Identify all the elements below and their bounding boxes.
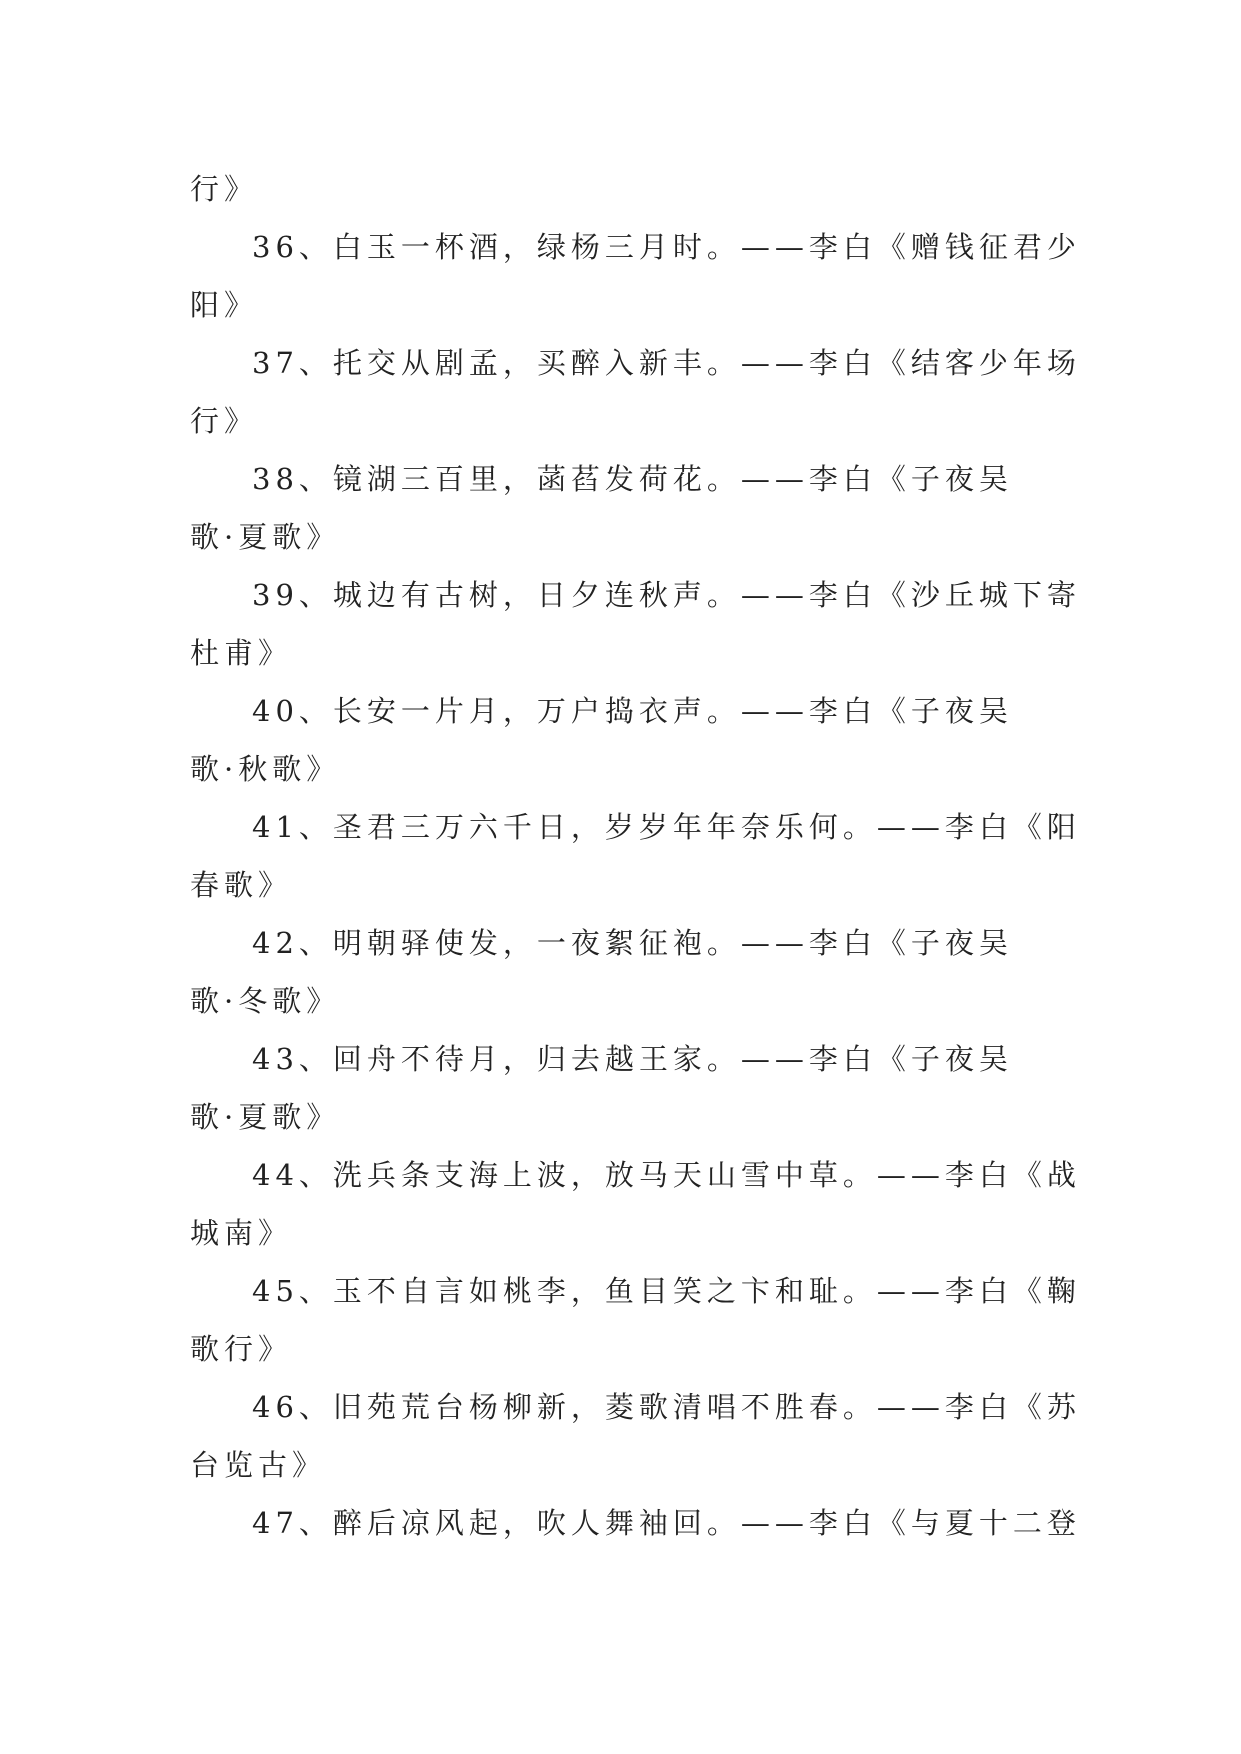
text-line-20: 45、玉不自言如桃李，鱼目笑之卞和耻。——李白《鞠 <box>252 1274 1081 1308</box>
text-line-7: 歌·夏歌》 <box>190 520 341 554</box>
document-body <box>190 160 1081 1552</box>
text-line-12: 41、圣君三万六千日，岁岁年年奈乐何。——李白《阳 <box>252 810 1081 844</box>
text-line-2: 36、白玉一杯酒，绿杨三月时。——李白《赠钱征君少 <box>252 230 1081 264</box>
text-line-23: 台览古》 <box>190 1448 327 1482</box>
text-line-13: 春歌》 <box>190 868 293 902</box>
text-line-10: 40、长安一片月，万户捣衣声。——李白《子夜吴 <box>252 694 1013 728</box>
text-line-4: 37、托交从剧孟，买醉入新丰。——李白《结客少年场 <box>252 346 1081 380</box>
text-line-18: 44、洗兵条支海上波，放马天山雪中草。——李白《战 <box>252 1158 1081 1192</box>
text-line-15: 歌·冬歌》 <box>190 984 341 1018</box>
text-line-11: 歌·秋歌》 <box>190 752 341 786</box>
text-line-17: 歌·夏歌》 <box>190 1100 341 1134</box>
text-line-6: 38、镜湖三百里，菡萏发荷花。——李白《子夜吴 <box>252 462 1013 496</box>
text-line-8: 39、城边有古树，日夕连秋声。——李白《沙丘城下寄 <box>252 578 1081 612</box>
text-line-24: 47、醉后凉风起，吹人舞袖回。——李白《与夏十二登 <box>252 1506 1081 1540</box>
text-line-1: 行》 <box>190 172 259 206</box>
text-line-16: 43、回舟不待月，归去越王家。——李白《子夜吴 <box>252 1042 1013 1076</box>
text-line-22: 46、旧苑荒台杨柳新，菱歌清唱不胜春。——李白《苏 <box>252 1390 1081 1424</box>
text-line-3: 阳》 <box>190 288 259 322</box>
text-line-5: 行》 <box>190 404 259 438</box>
text-line-19: 城南》 <box>190 1216 293 1250</box>
text-line-14: 42、明朝驿使发，一夜絮征袍。——李白《子夜吴 <box>252 926 1013 960</box>
text-line-9: 杜甫》 <box>190 636 293 670</box>
text-line-21: 歌行》 <box>190 1332 293 1366</box>
